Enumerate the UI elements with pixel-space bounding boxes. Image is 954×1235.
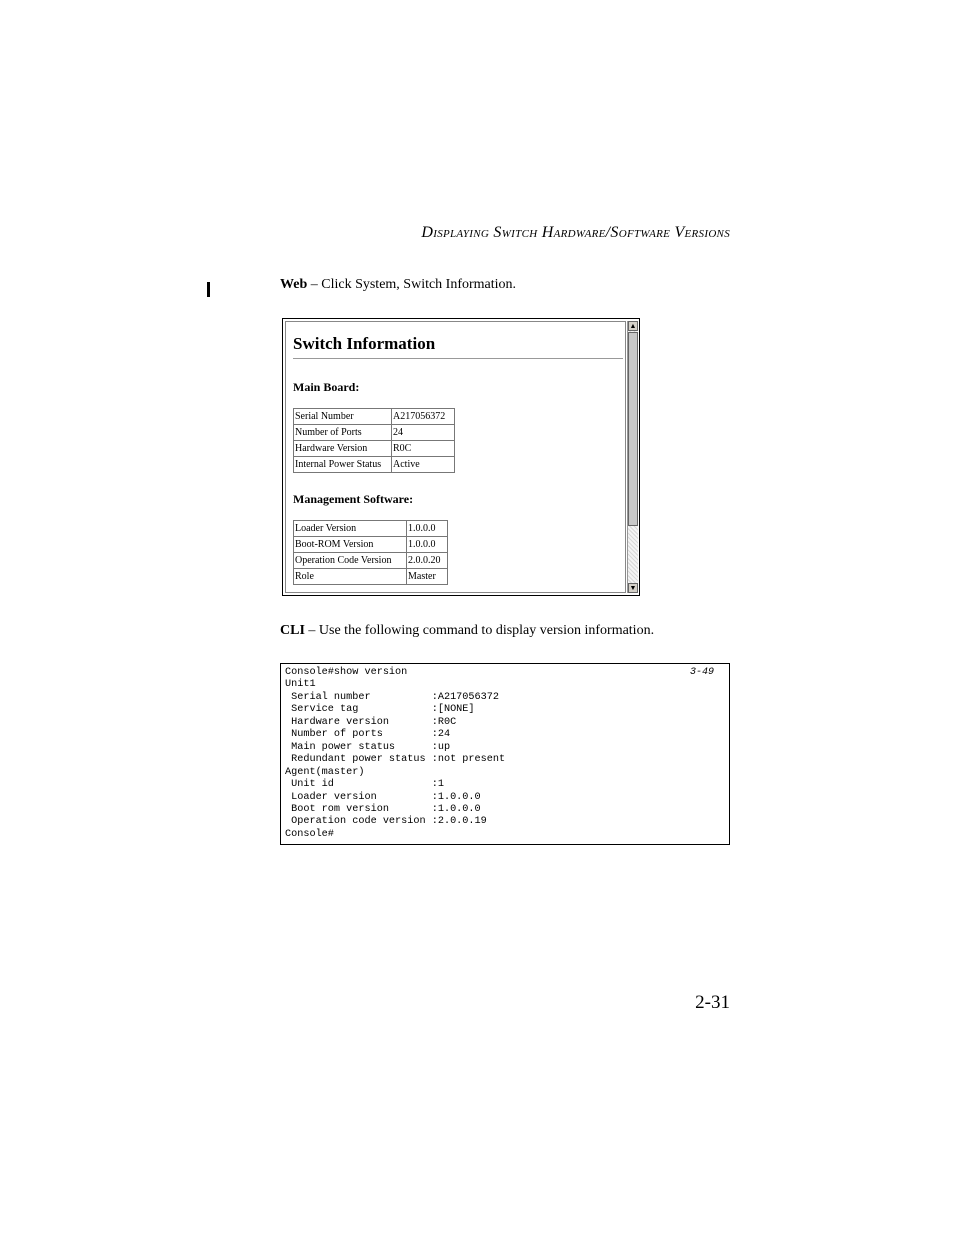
scrollbar-thumb[interactable] [628, 332, 638, 526]
row-value: 1.0.0.0 [407, 537, 448, 553]
scroll-up-icon[interactable]: ▲ [629, 322, 637, 330]
cli-label: CLI [280, 623, 305, 638]
table-row [294, 537, 448, 553]
window-title: Switch Information [293, 334, 436, 353]
cli-line: Hardware version :R0C [285, 716, 457, 728]
row-label: Operation Code Version [294, 553, 407, 569]
row-label: Internal Power Status [294, 457, 392, 473]
cli-line: Unit id :1 [285, 779, 444, 791]
row-label: Loader Version [294, 521, 407, 537]
table-row [294, 553, 448, 569]
table-row [294, 425, 455, 441]
web-instruction [280, 277, 516, 293]
window-content [285, 321, 626, 593]
row-label: Hardware Version [294, 441, 392, 457]
row-label: Serial Number [294, 409, 392, 425]
change-bar [207, 282, 210, 297]
cli-instruction-text: – Use the following command to display version information. [304, 623, 655, 638]
web-label: Web [280, 277, 308, 292]
main-board-heading: Main Board: [293, 380, 360, 394]
table-row [294, 569, 448, 585]
cli-line: Boot rom version :1.0.0.0 [285, 803, 481, 815]
cli-line: Unit1 [285, 679, 316, 691]
cli-line: Redundant power status :not present [285, 754, 506, 766]
row-value: 24 [392, 425, 455, 441]
cli-line: Console# [285, 828, 334, 840]
cli-reference: 3-49 [689, 667, 714, 678]
row-label: Role [294, 569, 407, 585]
cli-output [285, 667, 505, 841]
cli-instruction [280, 623, 654, 639]
table-row [294, 441, 455, 457]
row-value: Active [392, 457, 455, 473]
management-software-heading: Management Software: [293, 492, 414, 506]
table-row [294, 409, 455, 425]
cli-line: Loader version :1.0.0.0 [285, 791, 481, 803]
cli-line: Operation code version :2.0.0.19 [285, 816, 487, 828]
header-cap: /S [605, 224, 619, 241]
row-label: Boot-ROM Version [294, 537, 407, 553]
title-divider [293, 358, 623, 359]
management-software-table [293, 520, 448, 585]
cli-output-box [280, 663, 730, 845]
header-rest: ERSIONS [684, 228, 730, 240]
cli-line: Service tag :[NONE] [285, 704, 475, 716]
header-cap: D [421, 224, 434, 241]
main-board-table [293, 408, 455, 473]
header-rest: ARDWARE [553, 228, 606, 240]
header-rest: WITCH [501, 228, 538, 240]
cli-line: Agent(master) [285, 766, 365, 778]
header-rest: OFTWARE [618, 228, 671, 240]
scroll-down-icon[interactable]: ▼ [629, 584, 637, 592]
header-cap: S [489, 224, 502, 241]
header-rest: ISPLAYING [433, 228, 490, 240]
row-value: R0C [392, 441, 455, 457]
header-cap: H [537, 224, 554, 241]
cli-line: Main power status :up [285, 741, 451, 753]
row-value: Master [407, 569, 448, 585]
vertical-scrollbar[interactable] [627, 321, 638, 593]
cli-line: Number of ports :24 [285, 729, 451, 741]
row-value: 2.0.0.20 [407, 553, 448, 569]
web-instruction-text: – Click System, Switch Information. [307, 277, 517, 292]
row-value: A217056372 [392, 409, 455, 425]
header-cap: V [670, 224, 685, 241]
row-label: Number of Ports [294, 425, 392, 441]
page-number: 2-31 [695, 992, 730, 1013]
table-row [294, 457, 455, 473]
table-row [294, 521, 448, 537]
switch-information-window [282, 318, 640, 596]
cli-line: Serial number :A217056372 [285, 691, 499, 703]
running-header [300, 224, 730, 242]
row-value: 1.0.0.0 [407, 521, 448, 537]
cli-line: Console#show version [285, 667, 408, 678]
